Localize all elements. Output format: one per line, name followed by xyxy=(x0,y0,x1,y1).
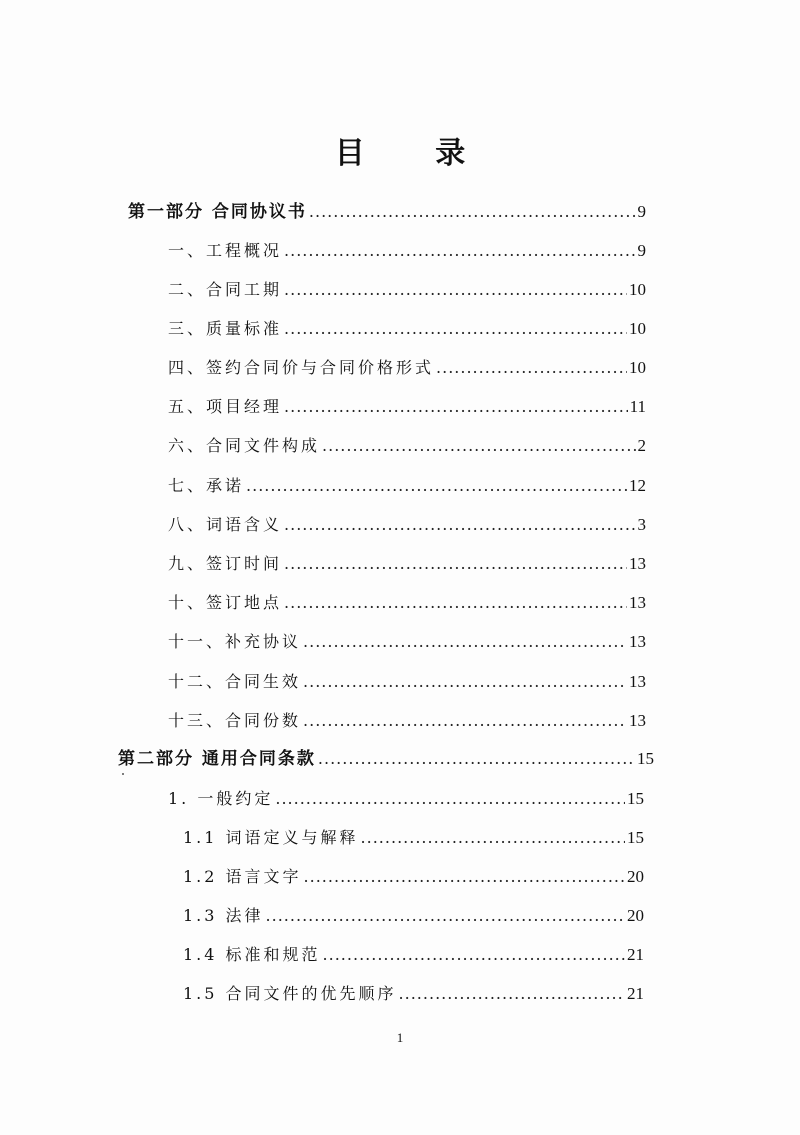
toc-entry-label: 第一部分 合同协议书 xyxy=(128,202,307,222)
toc-entry xyxy=(128,200,646,224)
dot-leader xyxy=(266,904,625,928)
toc-entry xyxy=(168,434,646,458)
toc-entry-page: 11 xyxy=(629,397,646,416)
toc-entry xyxy=(183,904,644,928)
toc-entry xyxy=(168,552,646,576)
toc-entry-label: 1.5 合同文件的优先顺序 xyxy=(183,984,397,1003)
toc-entry xyxy=(168,513,646,537)
dot-leader xyxy=(303,709,627,733)
toc-entry-label: 七、承诺 xyxy=(168,476,245,495)
toc-entry xyxy=(168,356,646,380)
toc-entry-page: 9 xyxy=(637,241,646,260)
toc-entry-page: 13 xyxy=(629,554,646,573)
toc-entry-page: 13 xyxy=(629,711,646,730)
toc-entry-page: 15 xyxy=(637,749,654,768)
dot-leader xyxy=(322,434,635,458)
toc-entry xyxy=(183,865,644,889)
toc-entry-label: 十、签订地点 xyxy=(168,593,283,612)
toc-entry-page: 20 xyxy=(627,906,644,925)
toc-entry-label: 八、词语含义 xyxy=(168,515,283,534)
toc-entry xyxy=(168,395,646,419)
toc-entry-page: 9 xyxy=(637,202,646,221)
toc-entry xyxy=(168,630,646,654)
dot-leader xyxy=(284,591,627,615)
toc-entry xyxy=(168,591,646,615)
toc-entry-label: 一、工程概况 xyxy=(168,241,283,260)
toc-entry xyxy=(168,474,646,498)
toc-entry-page: 20 xyxy=(627,867,644,886)
toc-entry-label: 十二、合同生效 xyxy=(168,672,302,691)
dot-leader xyxy=(304,865,625,889)
dot-leader xyxy=(303,630,627,654)
toc-entry-label: 1.3 法律 xyxy=(183,906,264,925)
dot-leader xyxy=(318,747,635,771)
toc-entry-label: 1.2 语言文字 xyxy=(183,867,302,886)
toc-entry xyxy=(168,670,646,694)
toc-title: 目 录 xyxy=(334,136,496,171)
toc-entry-page: 2 xyxy=(637,436,646,455)
toc-entry-label: 十三、合同份数 xyxy=(168,711,302,730)
toc-entry xyxy=(168,239,646,263)
dot-leader xyxy=(303,670,627,694)
dot-leader xyxy=(284,552,627,576)
toc-entry xyxy=(183,982,644,1006)
toc-entry-page: 12 xyxy=(629,476,646,495)
toc-entry xyxy=(168,278,646,302)
toc-entry-page: 15 xyxy=(627,789,644,808)
toc-entry-page: 10 xyxy=(629,319,646,338)
toc-entry xyxy=(168,317,646,341)
toc-entry-label: 三、质量标准 xyxy=(168,319,283,338)
toc-entry xyxy=(168,787,644,811)
toc-entry-page: 21 xyxy=(627,945,644,964)
toc-entry xyxy=(168,709,646,733)
toc-entry-label: 1.1 词语定义与解释 xyxy=(183,828,359,847)
toc-entry-page: 10 xyxy=(629,358,646,377)
dot-leader xyxy=(284,239,635,263)
page-number: 1 xyxy=(396,1030,404,1045)
dot-leader xyxy=(284,513,635,537)
toc-entry-page: 13 xyxy=(629,632,646,651)
toc-entry-label: 九、签订时间 xyxy=(168,554,283,573)
toc-entry-page: 13 xyxy=(629,593,646,612)
toc-entry-page: 21 xyxy=(627,984,644,1003)
scan-speck xyxy=(122,773,124,775)
toc-entry-label: 1. 一般约定 xyxy=(168,789,274,808)
dot-leader xyxy=(275,787,625,811)
dot-leader xyxy=(323,943,625,967)
toc-entry-page: 10 xyxy=(629,280,646,299)
toc-entry-label: 六、合同文件构成 xyxy=(168,436,321,455)
toc-entry-label: 1.4 标准和规范 xyxy=(183,945,321,964)
dot-leader xyxy=(361,826,625,850)
dot-leader xyxy=(246,474,627,498)
toc-entry xyxy=(118,747,654,771)
dot-leader xyxy=(309,200,636,224)
toc-entry-page: 3 xyxy=(637,515,646,534)
dot-leader xyxy=(284,278,627,302)
toc-entry-label: 十一、补充协议 xyxy=(168,632,302,651)
dot-leader xyxy=(436,356,627,380)
toc-entry-page: 15 xyxy=(627,828,644,847)
dot-leader xyxy=(399,982,625,1006)
toc-entry-label: 第二部分 通用合同条款 xyxy=(118,749,316,769)
toc-entry xyxy=(183,943,644,967)
dot-leader xyxy=(284,317,627,341)
toc-entry-label: 四、签约合同价与合同价格形式 xyxy=(168,358,435,377)
toc-entry-label: 五、项目经理 xyxy=(168,397,283,416)
dot-leader xyxy=(284,395,628,419)
toc-entry xyxy=(183,826,644,850)
toc-entry-page: 13 xyxy=(629,672,646,691)
toc-entry-label: 二、合同工期 xyxy=(168,280,283,299)
